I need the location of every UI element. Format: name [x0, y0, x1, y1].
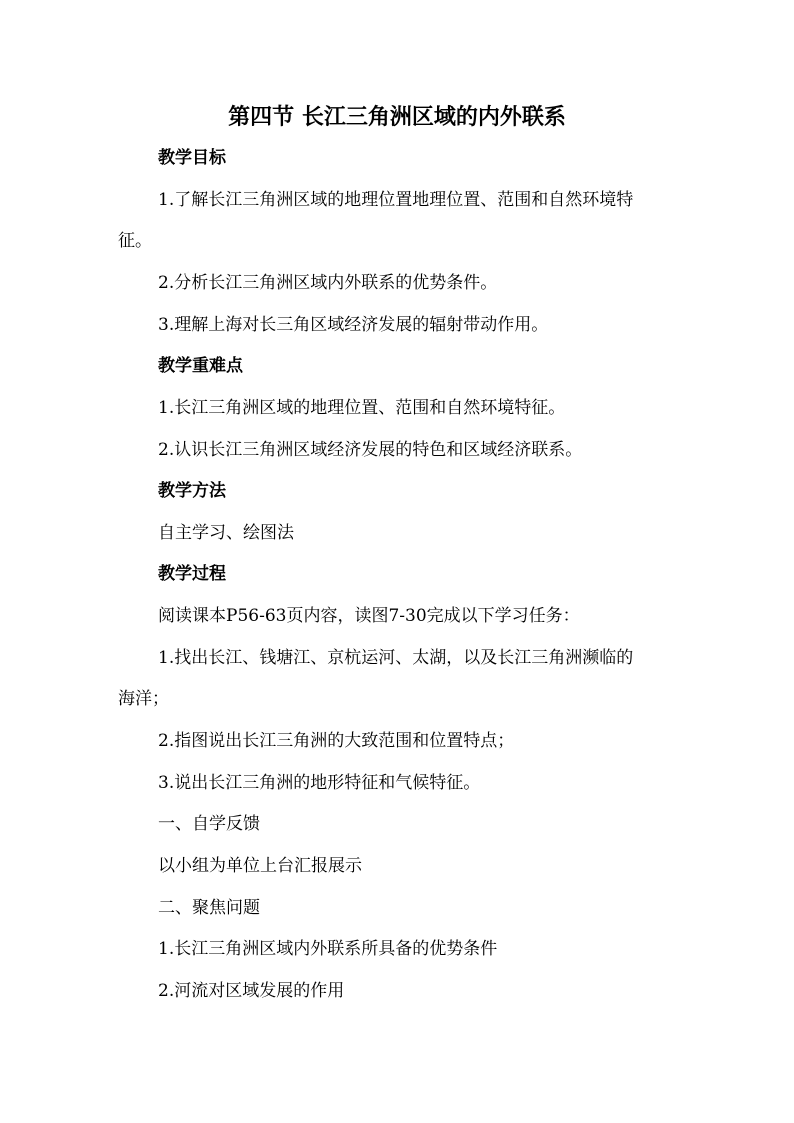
part-1-text: 以小组为单位上台汇报展示 [158, 856, 362, 876]
method-text: 自主学习、绘图法 [158, 523, 294, 543]
document-title: 第四节 长江三角洲区域的内外联系 [228, 105, 566, 130]
goals-heading: 教学目标 [158, 148, 226, 168]
task-item-2: 2.指图说出长江三角洲的大致范围和位置特点； [158, 731, 515, 751]
task-item-1-continued: 海洋； [118, 689, 169, 709]
goal-item-3: 3.理解上海对长三角区域经济发展的辐射带动作用。 [158, 315, 549, 335]
key-point-1: 1.长江三角洲区域的地理位置、范围和自然环境特征。 [158, 398, 566, 418]
process-intro: 阅读课本P56-63页内容，读图7-30完成以下学习任务： [158, 606, 580, 626]
key-point-2: 2.认识长江三角洲区域经济发展的特色和区域经济联系。 [158, 440, 583, 460]
part-2-heading: 二、聚焦问题 [158, 898, 260, 918]
process-heading: 教学过程 [158, 564, 226, 584]
goal-item-1-continued: 征。 [118, 231, 152, 251]
part-2-item-2: 2.河流对区域发展的作用 [158, 981, 345, 1001]
key-points-heading: 教学重难点 [158, 356, 243, 376]
part-2-item-1: 1.长江三角洲区域内外联系所具备的优势条件 [158, 939, 498, 959]
goal-item-1: 1.了解长江三角洲区域的地理位置地理位置、范围和自然环境特 [158, 190, 634, 210]
goal-item-2: 2.分析长江三角洲区域内外联系的优势条件。 [158, 273, 498, 293]
task-item-1: 1.找出长江、钱塘江、京杭运河、太湖，以及长江三角洲濒临的 [158, 648, 634, 668]
task-item-3: 3.说出长江三角洲的地形特征和气候特征。 [158, 773, 481, 793]
part-1-heading: 一、自学反馈 [158, 814, 260, 834]
method-heading: 教学方法 [158, 481, 226, 501]
